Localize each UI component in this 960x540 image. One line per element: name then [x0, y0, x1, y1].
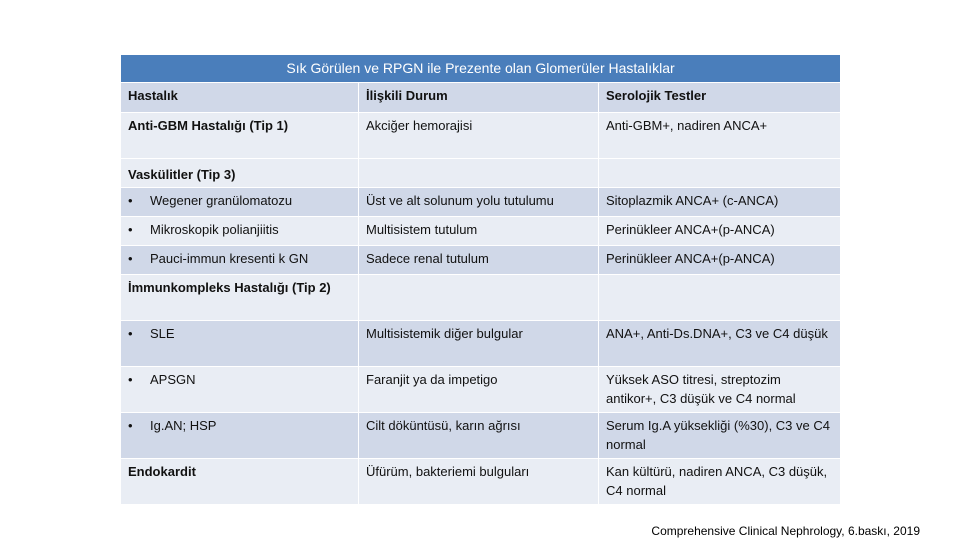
- table-row: [121, 113, 841, 159]
- table-row: [121, 246, 841, 275]
- associated-cell: Multisistemik diğer bulgular: [359, 321, 599, 367]
- bullet: •: [128, 326, 133, 341]
- serology-cell: ANA+, Anti-Ds.DNA+, C3 ve C4 düşük: [599, 321, 841, 367]
- header-associated: İlişkili Durum: [359, 83, 599, 113]
- disease-name: Wegener granülomatozu: [150, 193, 293, 208]
- serology-cell: [599, 159, 841, 188]
- associated-cell: [359, 159, 599, 188]
- associated-cell: Cilt döküntüsü, karın ağrısı: [359, 413, 599, 459]
- bullet: •: [128, 372, 133, 387]
- serology-cell: [599, 275, 841, 321]
- disease-name: Ig.AN; HSP: [150, 418, 217, 433]
- disease-cell: Anti-GBM Hastalığı (Tip 1): [121, 113, 359, 159]
- serology-cell: Sitoplazmik ANCA+ (c-ANCA): [599, 188, 841, 217]
- disease-name: APSGN: [150, 372, 196, 387]
- serology-cell: Perinükleer ANCA+(p-ANCA): [599, 217, 841, 246]
- table-row: [121, 459, 841, 505]
- disease-cell: [121, 246, 359, 275]
- associated-cell: Akciğer hemorajisi: [359, 113, 599, 159]
- table-title: Sık Görülen ve RPGN ile Prezente olan Glomerüler Hastalıklar: [121, 55, 841, 83]
- table-row: [121, 321, 841, 367]
- table-row: [121, 217, 841, 246]
- table-container: [120, 54, 840, 505]
- header-serology: Serolojik Testler: [599, 83, 841, 113]
- serology-cell: Anti-GBM+, nadiren ANCA+: [599, 113, 841, 159]
- table-row: [121, 188, 841, 217]
- disease-name: SLE: [150, 326, 175, 341]
- group-cell: İmmunkompleks Hastalığı (Tip 2): [121, 275, 359, 321]
- table-row: [121, 275, 841, 321]
- associated-cell: Faranjit ya da impetigo: [359, 367, 599, 413]
- associated-cell: [359, 275, 599, 321]
- serology-cell: Kan kültürü, nadiren ANCA, C3 düşük, C4 normal: [599, 459, 841, 505]
- bullet: •: [128, 418, 133, 433]
- disease-cell: [121, 321, 359, 367]
- table-row: [121, 367, 841, 413]
- disease-name: Pauci-immun kresenti k GN: [150, 251, 309, 266]
- serology-cell: Perinükleer ANCA+(p-ANCA): [599, 246, 841, 275]
- disease-cell: [121, 413, 359, 459]
- source-caption: Comprehensive Clinical Nephrology, 6.baskı, 2019: [651, 524, 920, 538]
- group-cell: Vaskülitler (Tip 3): [121, 159, 359, 188]
- disease-name: Mikroskopik polianjiitis: [150, 222, 279, 237]
- associated-cell: Sadece renal tutulum: [359, 246, 599, 275]
- table-row: [121, 159, 841, 188]
- serology-cell: Serum Ig.A yüksekliği (%30), C3 ve C4 normal: [599, 413, 841, 459]
- disease-cell: [121, 367, 359, 413]
- disease-cell: Endokardit: [121, 459, 359, 505]
- bullet: •: [128, 251, 133, 266]
- associated-cell: Multisistem tutulum: [359, 217, 599, 246]
- header-disease: Hastalık: [121, 83, 359, 113]
- bullet: •: [128, 193, 133, 208]
- table-row: [121, 413, 841, 459]
- bullet: •: [128, 222, 133, 237]
- serology-cell: Yüksek ASO titresi, streptozim antikor+, C3 düşük ve C4 normal: [599, 367, 841, 413]
- disease-cell: [121, 217, 359, 246]
- disease-cell: [121, 188, 359, 217]
- associated-cell: Üfürüm, bakteriemi bulguları: [359, 459, 599, 505]
- associated-cell: Üst ve alt solunum yolu tutulumu: [359, 188, 599, 217]
- glomerular-disease-table: [120, 54, 841, 505]
- header-row: [121, 83, 841, 113]
